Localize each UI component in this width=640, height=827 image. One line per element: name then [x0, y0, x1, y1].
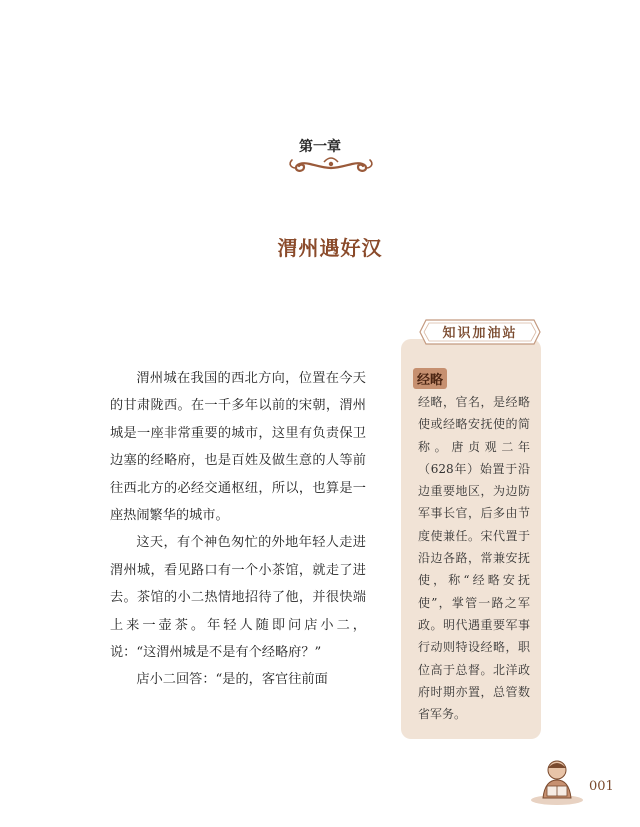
chapter-title: 渭州遇好汉 — [277, 236, 383, 260]
sidebar-text: 经略，官名，是经略使或经略安抚使的简称。唐贞观二年（628年）始置于沿边重要地区，为边防军事长官，后多由节度使兼任。宋代置于沿边各路，常兼安抚使，称“经略安抚使”，掌管一路之军政。明代遇重要军事行动则特设经略，职位高于总督。北洋政府时期亦置，总管数省军务。 — [418, 395, 530, 722]
paragraph: 这天，有个神色匆忙的外地年轻人走进渭州城，看见路口有一个小茶馆，就走了进去。茶馆的小二热情地招待了他，并很快端上来一壶茶。年轻人随即问店小二，说：“这渭州城是不是有个经略府？” — [110, 535, 366, 661]
paragraph: 渭州城在我国的西北方向，位置在今天的甘肃陇西。在一千多年以前的宋朝，渭州城是一座非常重要的城市，这里有负责保卫边塞的经略府，也是百姓及做生意的人等前往西北方的必经交通枢纽，所以，也算是一座热闹繁华的城市。 — [110, 371, 366, 524]
term-tag: 经略 — [413, 368, 447, 389]
chapter-label: 第一章 — [299, 139, 341, 155]
chapter-ornament — [284, 152, 378, 174]
page-number: 001 — [589, 779, 614, 794]
reading-mascot-icon — [529, 756, 585, 806]
body-text — [110, 365, 366, 694]
paragraph: 店小二回答：“是的，客官往前面 — [136, 672, 328, 688]
sidebar-heading: 知识加油站 — [442, 326, 518, 341]
